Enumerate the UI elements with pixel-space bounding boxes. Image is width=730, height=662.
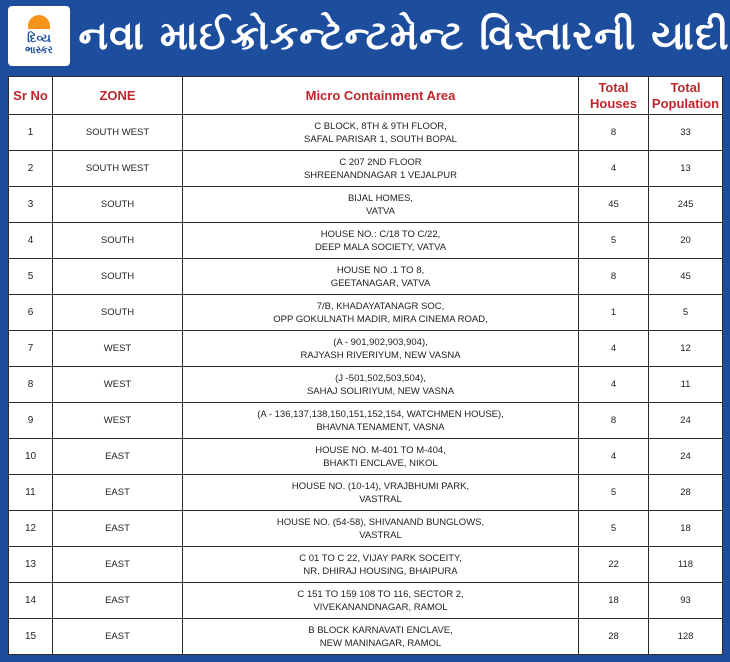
- area-line-2: BHAVNA TENAMENT, VASNA: [316, 421, 445, 433]
- area-line-1: HOUSE NO .1 TO 8,: [336, 264, 425, 276]
- cell-sr-no: 2: [9, 151, 53, 187]
- cell-area: [183, 259, 579, 295]
- area-line-2: GEETANAGAR, VATVA: [330, 277, 431, 289]
- area-line-2: OPP GOKULNATH MADIR, MIRA CINEMA ROAD,: [273, 313, 488, 325]
- area-line-2: NEW MANINAGAR, RAMOL: [319, 637, 442, 649]
- cell-houses: 5: [579, 223, 649, 259]
- logo-text-line2: ભાસ્કર: [25, 45, 53, 56]
- cell-zone: EAST: [53, 439, 183, 475]
- header-area-label: Micro Containment Area: [305, 87, 456, 103]
- table-row: [9, 331, 723, 367]
- cell-houses: 45: [579, 187, 649, 223]
- header-zone-label: ZONE: [99, 87, 136, 103]
- cell-sr-no: 9: [9, 403, 53, 439]
- cell-sr-no: 11: [9, 475, 53, 511]
- area-line-2: SAHAJ SOLIRIYUM, NEW VASNA: [306, 385, 455, 397]
- cell-population: 12: [649, 331, 723, 367]
- cell-zone: SOUTH: [53, 295, 183, 331]
- containment-table: [8, 76, 723, 655]
- area-line-2: NR. DHIRAJ HOUSING, BHAIPURA: [303, 565, 458, 577]
- area-line-1: C 207 2ND FLOOR: [339, 156, 422, 168]
- cell-sr-no: 13: [9, 547, 53, 583]
- cell-population: 11: [649, 367, 723, 403]
- area-line-1: HOUSE NO. (10-14), VRAJBHUMI PARK,: [291, 480, 470, 492]
- cell-area: [183, 403, 579, 439]
- cell-zone: SOUTH WEST: [53, 115, 183, 151]
- header-population: [649, 77, 723, 115]
- area-line-1: BIJAL HOMES,: [347, 192, 414, 204]
- table-header-row: [9, 77, 723, 115]
- cell-area: [183, 223, 579, 259]
- cell-population: 128: [649, 619, 723, 655]
- table-row: [9, 547, 723, 583]
- cell-population: 33: [649, 115, 723, 151]
- cell-houses: 4: [579, 439, 649, 475]
- cell-area: [183, 547, 579, 583]
- header-sr-no: [9, 77, 53, 115]
- area-line-2: SHREENANDNAGAR 1 VEJALPUR: [303, 169, 458, 181]
- header-area: [183, 77, 579, 115]
- area-line-1: HOUSE NO.: C/18 TO C/22,: [320, 228, 441, 240]
- cell-sr-no: 6: [9, 295, 53, 331]
- cell-area: [183, 619, 579, 655]
- header-sr-no-label: Sr No: [13, 87, 48, 103]
- cell-zone: EAST: [53, 475, 183, 511]
- cell-sr-no: 8: [9, 367, 53, 403]
- table-row: [9, 403, 723, 439]
- cell-area: [183, 115, 579, 151]
- area-line-2: VASTRAL: [359, 529, 402, 541]
- table-row: [9, 475, 723, 511]
- area-line-1: B BLOCK KARNAVATI ENCLAVE,: [308, 624, 453, 636]
- cell-zone: WEST: [53, 331, 183, 367]
- cell-sr-no: 5: [9, 259, 53, 295]
- area-line-1: HOUSE NO. (54-58), SHIVANAND BUNGLOWS,: [276, 516, 485, 528]
- cell-houses: 5: [579, 475, 649, 511]
- area-line-1: HOUSE NO. M-401 TO M-404,: [315, 444, 446, 456]
- cell-houses: 28: [579, 619, 649, 655]
- cell-houses: 22: [579, 547, 649, 583]
- table-row: [9, 115, 723, 151]
- area-line-1: C 01 TO C 22, VIJAY PARK SOCEITY,: [299, 552, 462, 564]
- table-row: [9, 439, 723, 475]
- cell-zone: EAST: [53, 511, 183, 547]
- cell-population: 20: [649, 223, 723, 259]
- cell-houses: 8: [579, 403, 649, 439]
- table-row: [9, 295, 723, 331]
- cell-sr-no: 14: [9, 583, 53, 619]
- cell-zone: SOUTH WEST: [53, 151, 183, 187]
- cell-population: 118: [649, 547, 723, 583]
- cell-area: [183, 583, 579, 619]
- cell-population: 18: [649, 511, 723, 547]
- cell-population: 45: [649, 259, 723, 295]
- sun-icon: [28, 15, 50, 29]
- cell-houses: 4: [579, 367, 649, 403]
- logo-text-line1: દિવ્ય: [27, 31, 51, 45]
- area-line-1: (A - 136,137,138,150,151,152,154, WATCHMEN HOUSE),: [257, 408, 504, 420]
- area-line-2: DEEP MALA SOCIETY, VATVA: [314, 241, 447, 253]
- area-line-1: C 151 TO 159 108 TO 116, SECTOR 2,: [297, 588, 464, 600]
- cell-zone: WEST: [53, 367, 183, 403]
- area-line-2: RAJYASH RIVERIYUM, NEW VASNA: [300, 349, 461, 361]
- header-population-label: Total Population: [651, 79, 720, 111]
- cell-area: [183, 367, 579, 403]
- cell-houses: 4: [579, 331, 649, 367]
- cell-zone: SOUTH: [53, 187, 183, 223]
- page-title: નવા માઈક્રોકન્ટેન્ટમેન્ટ વિસ્તારની યાદી: [78, 13, 730, 59]
- cell-sr-no: 12: [9, 511, 53, 547]
- cell-area: [183, 511, 579, 547]
- cell-houses: 8: [579, 115, 649, 151]
- cell-sr-no: 7: [9, 331, 53, 367]
- cell-population: 24: [649, 403, 723, 439]
- area-line-2: VASTRAL: [359, 493, 402, 505]
- cell-zone: SOUTH: [53, 223, 183, 259]
- cell-area: [183, 295, 579, 331]
- cell-population: 5: [649, 295, 723, 331]
- cell-zone: EAST: [53, 547, 183, 583]
- table-row: [9, 187, 723, 223]
- table-row: [9, 367, 723, 403]
- cell-population: 13: [649, 151, 723, 187]
- area-line-1: 7/B, KHADAYATANAGR SOC,: [316, 300, 445, 312]
- cell-area: [183, 187, 579, 223]
- cell-zone: SOUTH: [53, 259, 183, 295]
- table-row: [9, 511, 723, 547]
- area-line-2: SAFAL PARISAR 1, SOUTH BOPAL: [304, 133, 457, 145]
- cell-sr-no: 3: [9, 187, 53, 223]
- cell-area: [183, 151, 579, 187]
- area-line-1: (J -501,502,503,504),: [335, 372, 426, 384]
- cell-zone: EAST: [53, 583, 183, 619]
- header-zone: [53, 77, 183, 115]
- table-body: [9, 115, 723, 655]
- table-row: [9, 223, 723, 259]
- cell-population: 245: [649, 187, 723, 223]
- cell-houses: 4: [579, 151, 649, 187]
- cell-area: [183, 439, 579, 475]
- table-row: [9, 259, 723, 295]
- area-line-1: (A - 901,902,903,904),: [333, 336, 428, 348]
- header-banner: [0, 0, 730, 72]
- table-row: [9, 151, 723, 187]
- cell-sr-no: 10: [9, 439, 53, 475]
- cell-houses: 8: [579, 259, 649, 295]
- cell-houses: 5: [579, 511, 649, 547]
- cell-sr-no: 4: [9, 223, 53, 259]
- cell-area: [183, 331, 579, 367]
- table-row: [9, 619, 723, 655]
- cell-houses: 1: [579, 295, 649, 331]
- cell-population: 28: [649, 475, 723, 511]
- cell-population: 24: [649, 439, 723, 475]
- cell-sr-no: 1: [9, 115, 53, 151]
- cell-zone: EAST: [53, 619, 183, 655]
- containment-table-container: [8, 76, 722, 654]
- cell-houses: 18: [579, 583, 649, 619]
- cell-population: 93: [649, 583, 723, 619]
- area-line-2: VATVA: [365, 205, 396, 217]
- cell-sr-no: 15: [9, 619, 53, 655]
- cell-area: [183, 475, 579, 511]
- area-line-2: BHAKTI ENCLAVE, NIKOL: [323, 457, 438, 469]
- header-houses: [579, 77, 649, 115]
- table-row: [9, 583, 723, 619]
- cell-zone: WEST: [53, 403, 183, 439]
- brand-logo: [8, 6, 70, 66]
- area-line-2: VIVEKANANDNAGAR, RAMOL: [313, 601, 448, 613]
- header-houses-label: Total Houses: [590, 79, 637, 111]
- area-line-1: C BLOCK, 8TH & 9TH FLOOR,: [314, 120, 447, 132]
